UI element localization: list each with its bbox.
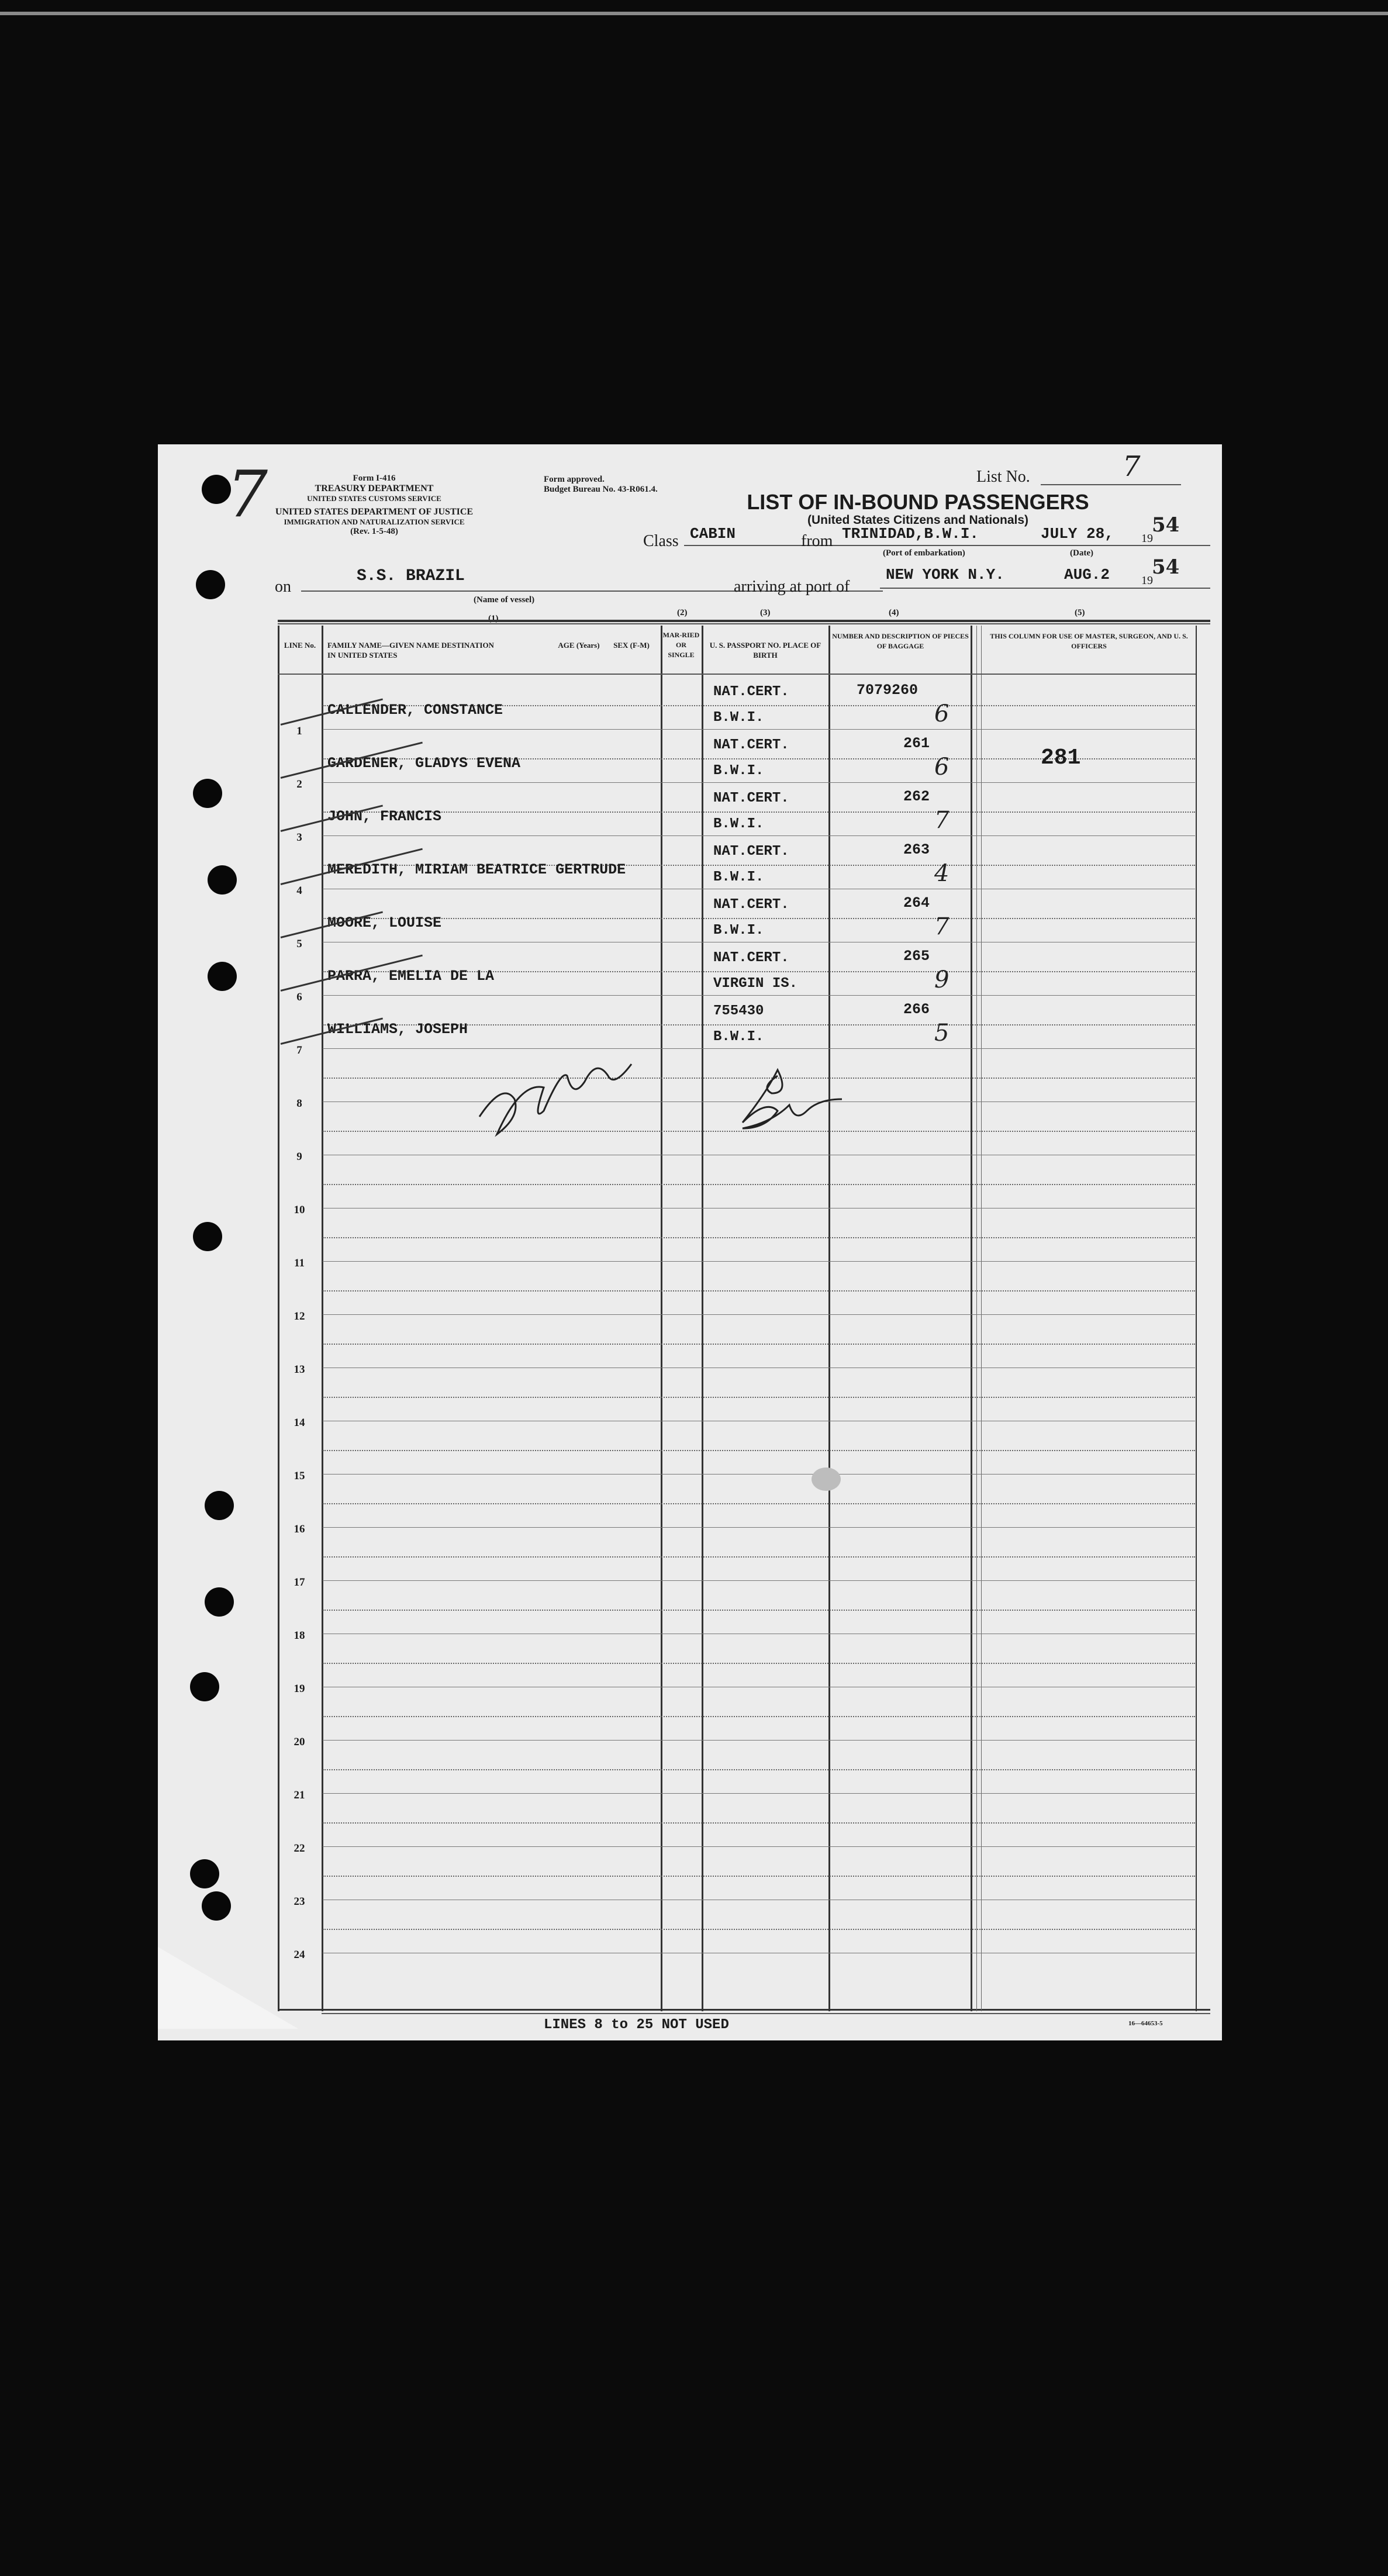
- certificate: NAT.CERT.: [713, 684, 789, 700]
- justice-department: UNITED STATES DEPARTMENT OF JUSTICE: [275, 507, 474, 517]
- line-number: 20: [294, 1736, 305, 1748]
- handwritten-mark: 7: [227, 457, 268, 531]
- passenger-name: MOORE, LOUISE: [327, 914, 442, 931]
- line-number: 10: [294, 1204, 305, 1216]
- punch-hole: [193, 779, 222, 808]
- line-number: 4: [296, 885, 302, 897]
- immigration-service: IMMIGRATION AND NATURALIZATION SERVICE: [284, 517, 465, 526]
- header-sex: SEX (F-M): [613, 641, 650, 650]
- baggage-pieces: 9: [934, 966, 949, 993]
- from-label: from: [801, 532, 833, 550]
- port-of-embarkation: TRINIDAD,B.W.I.: [842, 525, 979, 543]
- line-number: 17: [294, 1576, 305, 1589]
- line-number: 18: [294, 1629, 305, 1642]
- arrival-year: 54: [1152, 555, 1180, 579]
- line-number: 23: [294, 1895, 305, 1908]
- col-num-3: (3): [760, 608, 771, 617]
- form-approved: Form approved.: [544, 475, 605, 484]
- arrival-date: AUG.2: [1064, 566, 1110, 583]
- punch-hole: [190, 1859, 219, 1888]
- place-of-birth: VIRGIN IS.: [713, 976, 798, 992]
- line-number: 5: [296, 938, 302, 950]
- punch-hole: [205, 1491, 234, 1520]
- passenger-name: PARRA, EMELIA DE LA: [327, 968, 495, 985]
- punch-hole: [208, 962, 237, 991]
- embarkation-year: 54: [1152, 513, 1180, 537]
- certificate: 755430: [713, 1003, 764, 1019]
- form-subtitle: (United States Citizens and Nationals): [807, 513, 1029, 527]
- baggage-number: 263: [903, 841, 930, 858]
- punch-hole: [205, 1587, 234, 1617]
- header-passport: U. S. PASSPORT NO. PLACE OF BIRTH: [709, 641, 821, 659]
- baggage-pieces: 6: [934, 754, 949, 781]
- date-caption: (Date): [1070, 548, 1093, 558]
- punch-hole: [193, 1222, 222, 1251]
- line-number: 19: [294, 1683, 305, 1695]
- approval-block: [544, 475, 672, 495]
- baggage-number: 264: [903, 895, 930, 911]
- place-of-birth: B.W.I.: [713, 923, 764, 938]
- line-number: 6: [296, 991, 302, 1003]
- certificate: NAT.CERT.: [713, 897, 789, 913]
- form-title: LIST OF IN-BOUND PASSENGERS: [747, 490, 1089, 514]
- baggage-pieces: 5: [934, 1020, 949, 1047]
- certificate: NAT.CERT.: [713, 844, 789, 859]
- line-number: 16: [294, 1523, 305, 1535]
- certificate: NAT.CERT.: [713, 950, 789, 966]
- signature: [462, 1047, 883, 1175]
- baggage-number: 265: [903, 948, 930, 965]
- punch-hole: [202, 1891, 231, 1921]
- passenger-name: CALLENDER, CONSTANCE: [327, 702, 503, 719]
- line-number: 3: [296, 831, 302, 844]
- place-of-birth: B.W.I.: [713, 763, 764, 779]
- budget-bureau-no: Budget Bureau No. 43-R061.4.: [544, 485, 658, 494]
- passenger-name: MEREDITH, MIRIAM BEATRICE GERTRUDE: [327, 861, 626, 878]
- vessel-name: S.S. BRAZIL: [357, 567, 465, 585]
- line-number: 22: [294, 1842, 305, 1855]
- punch-hole: [196, 570, 225, 599]
- place-of-birth: B.W.I.: [713, 710, 764, 726]
- col-num-2: (2): [677, 608, 688, 617]
- baggage-pieces: 7: [934, 807, 949, 834]
- line-number: 7: [296, 1044, 302, 1056]
- passenger-name: WILLIAMS, JOSEPH: [327, 1021, 468, 1038]
- baggage-pieces: 4: [934, 860, 949, 887]
- place-of-birth: B.W.I.: [713, 869, 764, 885]
- col-num-4: (4): [889, 608, 899, 617]
- class-label: Class: [643, 532, 679, 550]
- baggage-number: 262: [903, 788, 930, 805]
- line-number: 21: [294, 1789, 305, 1801]
- line-number: 24: [294, 1949, 305, 1961]
- line-number: 15: [294, 1470, 305, 1482]
- header-officers: THIS COLUMN FOR USE OF MASTER, SURGEON, AND U. S. OFFICERS: [990, 632, 1188, 650]
- list-no-label: List No.: [976, 468, 1030, 486]
- baggage-pieces: 6: [934, 700, 949, 727]
- year-prefix: 19: [1141, 574, 1153, 587]
- list-no-value: 7: [1123, 450, 1141, 483]
- line-number: 1: [296, 725, 302, 737]
- baggage-pieces: 7: [934, 913, 949, 940]
- col-num-5: (5): [1075, 608, 1085, 617]
- torn-corner: [158, 1947, 298, 2029]
- line-number: 13: [294, 1363, 305, 1376]
- place-of-birth: B.W.I.: [713, 816, 764, 832]
- passenger-name: GARDENER, GLADYS EVENA: [327, 755, 521, 772]
- punch-hole: [190, 1672, 219, 1701]
- stain: [812, 1467, 841, 1491]
- customs-service: UNITED STATES CUSTOMS SERVICE: [307, 494, 441, 503]
- passenger-list-form: [158, 444, 1222, 2040]
- passenger-name: JOHN, FRANCIS: [327, 808, 442, 825]
- baggage-number: 7079260: [857, 682, 919, 699]
- col-num-1: (1): [488, 614, 499, 623]
- form-id-block: [275, 474, 474, 537]
- header-age: AGE (Years): [558, 641, 600, 650]
- line-number: 2: [296, 778, 302, 790]
- embarkation-date: JULY 28,: [1041, 525, 1114, 543]
- officer-note: 281: [1041, 745, 1081, 771]
- place-of-birth: B.W.I.: [713, 1029, 764, 1045]
- header-baggage: NUMBER AND DESCRIPTION OF PIECES OF BAGGAGE: [832, 632, 969, 650]
- certificate: NAT.CERT.: [713, 737, 789, 753]
- arrival-port: NEW YORK N.Y.: [886, 566, 1004, 583]
- header-name: FAMILY NAME—GIVEN NAME DESTINATION IN UNITED STATES: [327, 641, 494, 659]
- on-label: on: [275, 578, 291, 596]
- line-number: 8: [296, 1097, 302, 1110]
- baggage-number: 261: [903, 735, 930, 752]
- baggage-number: 266: [903, 1001, 930, 1018]
- scan-top-border: [0, 12, 1388, 15]
- treasury-department: TREASURY DEPARTMENT: [315, 484, 434, 493]
- footer-note: LINES 8 to 25 NOT USED: [544, 2017, 729, 2033]
- vessel-caption: (Name of vessel): [474, 595, 535, 605]
- line-number: 11: [294, 1257, 305, 1269]
- class-value: CABIN: [690, 525, 736, 543]
- header-married: MAR-RIED OR SINGLE: [662, 631, 700, 659]
- arriving-label: arriving at port of: [734, 578, 850, 596]
- line-number: 14: [294, 1417, 305, 1429]
- print-code: 16—64653-5: [1128, 2020, 1163, 2027]
- year-prefix: 19: [1141, 532, 1153, 545]
- form-number: Form I-416: [353, 474, 396, 483]
- punch-hole: [208, 865, 237, 895]
- revision-date: (Rev. 1-5-48): [350, 527, 398, 536]
- port-embark-caption: (Port of embarkation): [883, 548, 965, 558]
- line-number: 12: [294, 1310, 305, 1322]
- certificate: NAT.CERT.: [713, 790, 789, 806]
- line-number: 9: [296, 1151, 302, 1163]
- header-line-no: LINE No.: [284, 641, 316, 650]
